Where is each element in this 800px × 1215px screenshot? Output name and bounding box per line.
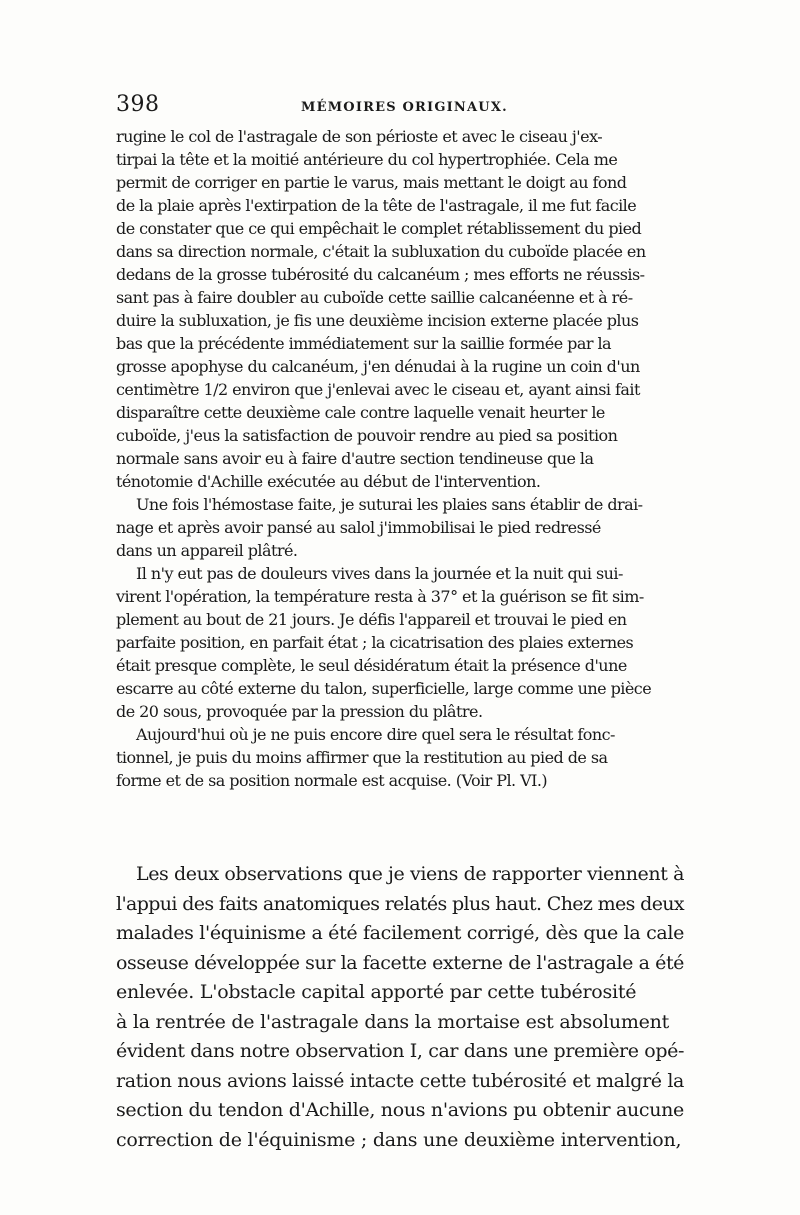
text-line: rugine le col de l'astragale de son périoste et avec le ciseau j'ex-	[116, 127, 603, 146]
text-line: l'appui des faits anatomiques relatés plus haut. Chez mes deux	[116, 892, 684, 915]
text-line: nage et après avoir pansé au salol j'immobilisai le pied redressé	[116, 518, 601, 537]
text-line: dans sa direction normale, c'était la subluxation du cuboïde placée en	[116, 242, 646, 261]
text-line: centimètre 1/2 environ que j'enlevai avec le ciseau et, ayant ainsi fait	[116, 380, 640, 399]
text-line: parfaite position, en parfait état ; la cicatrisation des plaies externes	[116, 633, 634, 652]
text-line: escarre au côté externe du talon, superficielle, large comme une pièce	[116, 679, 652, 698]
text-line: bas que la précédente immédiatement sur la saillie formée par la	[116, 334, 612, 353]
text-line: section du tendon d'Achille, nous n'avions pu obtenir aucune	[116, 1099, 684, 1121]
text-line: permit de corriger en partie le varus, mais mettant le doigt au fond	[116, 173, 627, 192]
text-line: de 20 sous, provoquée par la pression du plâtre.	[116, 702, 483, 721]
text-line: évident dans notre observation I, car dans une première opé-	[116, 1040, 684, 1062]
page-header	[116, 92, 684, 122]
text-line: de constater que ce qui empêchait le complet rétablissement du pied	[116, 219, 642, 238]
text-line: osseuse développée sur la facette externe de l'astragale a été	[116, 951, 684, 974]
text-line: ration nous avions laissé intacte cette tubérosité et malgré la	[116, 1069, 684, 1092]
paragraph-first-line: Une fois l'hémostase faite, je suturai les plaies sans établir de drai-	[136, 495, 643, 514]
text-line: était presque complète, le seul désidératum était la présence d'une	[116, 656, 627, 675]
page-number: 398	[116, 92, 160, 117]
text-line: plement au bout de 21 jours. Je défis l'appareil et trouvai le pied en	[116, 610, 627, 629]
text-line: tionnel, je puis du moins affirmer que la restitution au pied de sa	[116, 748, 608, 767]
paragraph-first-line: Il n'y eut pas de douleurs vives dans la journée et la nuit qui sui-	[136, 564, 623, 583]
text-line: malades l'équinisme a été facilement corrigé, dès que la cale	[116, 922, 684, 944]
text-line: disparaître cette deuxième cale contre laquelle venait heurter le	[116, 403, 605, 422]
text-line: forme et de sa position normale est acquise. (Voir Pl. VI.)	[116, 771, 548, 790]
text-line: duire la subluxation, je fis une deuxième incision externe placée plus	[116, 311, 639, 330]
text-line: normale sans avoir eu à faire d'autre section tendineuse que la	[116, 449, 594, 468]
text-line: de la plaie après l'extirpation de la tête de l'astragale, il me fut facile	[116, 196, 637, 215]
body-text-small	[116, 125, 684, 792]
text-line: correction de l'équinisme ; dans une deuxième intervention,	[116, 1128, 682, 1151]
text-line: à la rentrée de l'astragale dans la mortaise est absolument	[116, 1010, 669, 1033]
running-title: MÉMOIRES ORIGINAUX.	[301, 100, 508, 115]
paragraph-first-line: Les deux observations que je viens de rapporter viennent à	[136, 863, 684, 885]
text-line: sant pas à faire doubler au cuboïde cette saillie calcanéenne et à ré-	[116, 288, 633, 307]
body-text-large	[116, 860, 684, 1155]
text-line: enlevée. L'obstacle capital apporté par cette tubérosité	[116, 981, 637, 1003]
text-line: ténotomie d'Achille exécutée au début de l'intervention.	[116, 472, 541, 491]
paragraph-first-line: Aujourd'hui où je ne puis encore dire quel sera le résultat fonc-	[136, 725, 615, 744]
text-line: dedans de la grosse tubérosité du calcanéum ; mes efforts ne réussis-	[116, 265, 645, 284]
text-line: cuboïde, j'eus la satisfaction de pouvoir rendre au pied sa position	[116, 426, 618, 445]
text-line: dans un appareil plâtré.	[116, 541, 298, 560]
text-line: virent l'opération, la température resta à 37° et la guérison se fit sim-	[116, 587, 644, 606]
text-line: tirpai la tête et la moitié antérieure du col hypertrophiée. Cela me	[116, 150, 618, 169]
text-line: grosse apophyse du calcanéum, j'en dénudai à la rugine un coin d'un	[116, 357, 640, 376]
